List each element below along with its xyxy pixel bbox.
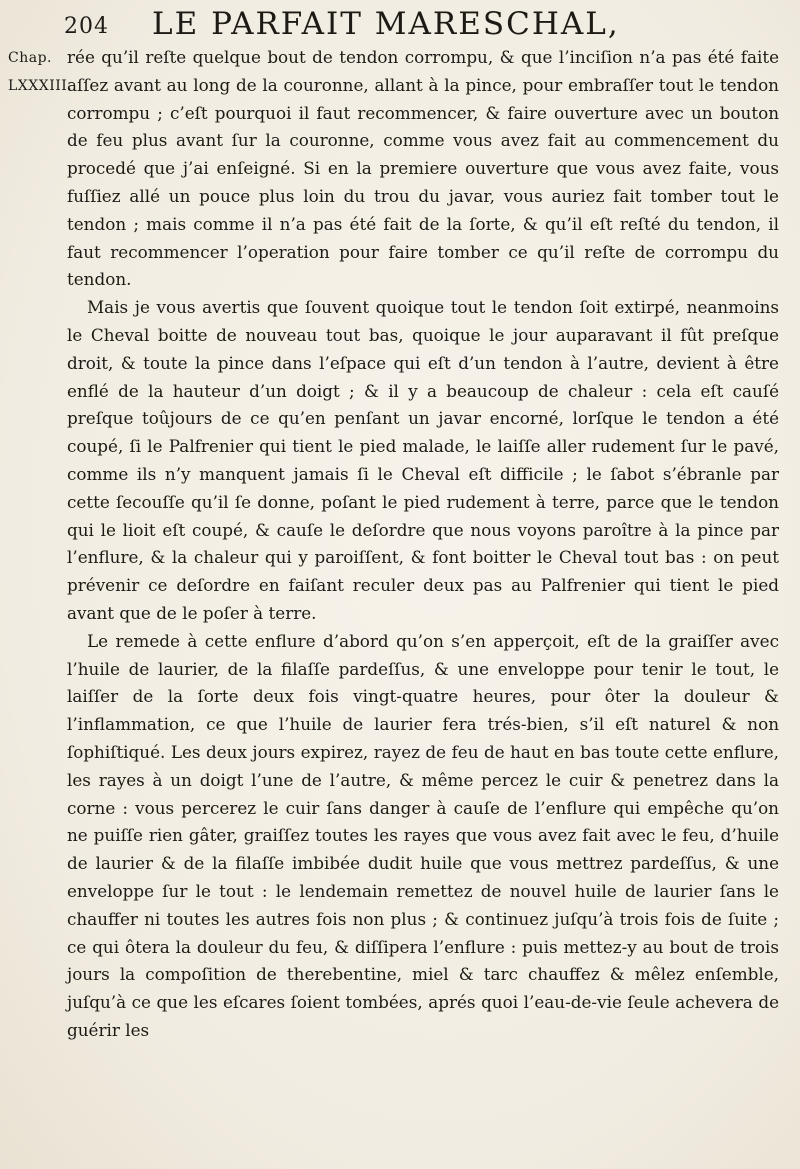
paragraph: rée qu’il reſte quelque bout de tendon corrompu, & que l’inciſion n’a pas été faite aſſez avant au long de la couronne, allant à la pince, pour embraſſer tout le tendon corrompu ; c’eſt pourquoi il faut recommencer, & faire ouverture avec un bouton de feu plus avant ſur la couronne, comme vous avez fait au commencement du procedé que j’ai enſeigné. Si en la premiere ouverture que vous avez faite, vous fuſſiez allé un pouce plus loin du trou du javar, vous auriez fait tomber tout le tendon ; mais comme il n’a pas été fait de la ſorte, & qu’il eſt reſté du tendon, il faut recommencer l’operation pour faire tomber ce qu’il reſte de corrompu du tendon. [67, 47, 779, 290]
running-head: LE PARFAIT MARESCHAL, [152, 6, 620, 42]
chapter-label: Chap. [8, 50, 52, 66]
chapter-number: LXXXIII. [8, 78, 73, 94]
page-number: 204 [64, 14, 109, 39]
chapter-margin-note [8, 44, 72, 100]
paragraph: Mais je vous avertis que ſouvent quoique tout le tendon ſoit extirpé, neanmoins le Cheval boitte de nouveau tout bas, quoique le jour auparavant il fût preſque droit, & toute la pince dans l’eſpace qui eſt d’un tendon à l’autre, devient à être enflé de la hauteur d’un doigt ; & il y a beaucoup de chaleur : cela eſt cauſé preſque toûjours de ce qu’en penſant un javar encorné, lorſque le tendon a été coupé, ſi le Palfrenier qui tient le pied malade, le laiſſe aller rudement ſur le pavé, comme ils n’y manquent jamais ſi le Cheval eſt difficile ; le ſabot s’ébranle par cette ſecouſſe qu’il ſe donne, poſant le pied rudement à terre, parce que le tendon qui le lioit eſt coupé, & cauſe le deſordre que nous voyons paroître à la pince par l’enflure, & la chaleur qui y paroiſſent, & font boitter le Cheval tout bas : on peut prévenir ce deſordre en faiſant reculer deux pas au Palfrenier qui tient le pied avant que de le poſer à terre. [67, 297, 779, 623]
paragraph: Le remede à cette enflure d’abord qu’on s’en apperçoit, eſt de la graiſſer avec l’huile de laurier, de la filaſſe pardeſſus, & une enveloppe pour tenir le tout, le laiſſer de la ſorte deux fois vingt-quatre heures, pour ôter la douleur & l’inflammation, ce que l’huile de laurier fera trés-bien, s’il eſt naturel & non ſophiſtiqué. Les deux jours expirez, rayez de feu de haut en bas toute cette enflure, les rayes à un doigt l’une de l’autre, & même percez le cuir & penetrez dans la corne : vous percerez le cuir ſans danger à cauſe de l’enflure qui empêche qu’on ne puiſſe rien gâter, graiſſez toutes les rayes que vous avez fait avec le feu, d’huile de laurier & de la filaſſe imbibée dudit huile que vous mettrez pardeſſus, & une enveloppe ſur le tout : le lendemain remettez de nouvel huile de laurier ſans le chauffer ni toutes les autres fois non plus ; & continuez juſqu’à trois fois de ſuite ; ce qui ôtera la douleur du feu, & diſſipera l’enflure : puis mettez-y au bout de trois jours la compoſition de therebentine, miel & tarc chauffez & mêlez enſemble, juſqu’à ce que les eſcares ſoient tombées, aprés quoi l’eau-de-vie ſeule achevera de guérir les [67, 630, 779, 1040]
body-text [67, 44, 779, 1045]
